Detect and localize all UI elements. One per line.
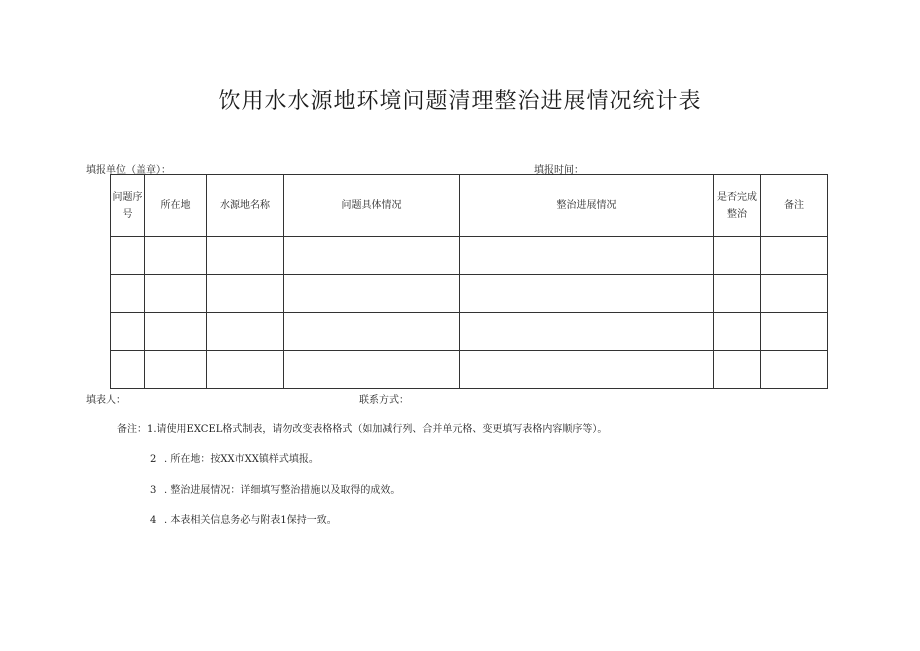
table-cell[interactable] <box>761 237 828 275</box>
table-cell[interactable] <box>761 351 828 389</box>
table-header-row <box>111 175 828 237</box>
header-problem-detail: 问题具体情况 <box>284 175 460 237</box>
table-cell[interactable] <box>460 313 714 351</box>
page-title: 饮用水水源地环境问题清理整治进展情况统计表 <box>218 89 702 114</box>
time-label: 填报时间： <box>534 165 584 176</box>
header-source-name: 水源地名称 <box>207 175 284 237</box>
note-text: . 本表相关信息务必与附表1保持一致。 <box>164 515 337 526</box>
table-cell[interactable] <box>207 313 284 351</box>
table-cell[interactable] <box>111 351 145 389</box>
filler-label: 填表人： <box>86 395 126 406</box>
table-cell[interactable] <box>145 351 207 389</box>
table-cell[interactable] <box>284 237 460 275</box>
header-completed: 是否完成整治 <box>714 175 761 237</box>
table-cell[interactable] <box>284 351 460 389</box>
table-cell[interactable] <box>207 237 284 275</box>
note-item <box>150 511 337 526</box>
table-cell[interactable] <box>460 351 714 389</box>
note-number: 2 <box>150 454 157 465</box>
table-cell[interactable] <box>284 313 460 351</box>
table-cell[interactable] <box>111 275 145 313</box>
table-cell[interactable] <box>761 275 828 313</box>
unit-label: 填报单位（盖章）： <box>86 165 171 176</box>
note-text: . 所在地：按XX市XX镇样式填报。 <box>164 454 319 465</box>
note-number: 1. <box>147 424 157 435</box>
table-cell[interactable] <box>207 275 284 313</box>
table-cell[interactable] <box>460 237 714 275</box>
table-row <box>111 351 828 389</box>
table-row <box>111 275 828 313</box>
note-number: 3 <box>150 485 157 496</box>
note-item <box>117 420 607 435</box>
table-cell[interactable] <box>111 237 145 275</box>
table-cell[interactable] <box>714 351 761 389</box>
note-item <box>150 450 319 465</box>
contact-label: 联系方式： <box>359 395 409 406</box>
table-cell[interactable] <box>284 275 460 313</box>
table-cell[interactable] <box>714 237 761 275</box>
header-progress: 整治进展情况 <box>460 175 714 237</box>
table-cell[interactable] <box>761 313 828 351</box>
table-cell[interactable] <box>207 351 284 389</box>
note-text: . 整治进展情况：详细填写整治措施以及取得的成效。 <box>164 485 401 496</box>
note-item <box>150 481 400 496</box>
table-cell[interactable] <box>714 313 761 351</box>
stats-table <box>110 174 828 389</box>
table-row <box>111 237 828 275</box>
note-number: 4 <box>150 515 157 526</box>
header-location: 所在地 <box>145 175 207 237</box>
header-remarks: 备注 <box>761 175 828 237</box>
table-cell[interactable] <box>145 313 207 351</box>
header-problem-no: 问题序号 <box>111 175 145 237</box>
notes-prefix: 备注： <box>117 424 147 435</box>
table-row <box>111 313 828 351</box>
table-cell[interactable] <box>145 237 207 275</box>
note-text: 请使用EXCEL格式制表，请勿改变表格格式（如加减行列、合并单元格、变更填写表格内容顺序等）。 <box>156 424 608 435</box>
table-cell[interactable] <box>460 275 714 313</box>
table-cell[interactable] <box>714 275 761 313</box>
table-cell[interactable] <box>111 313 145 351</box>
table-cell[interactable] <box>145 275 207 313</box>
